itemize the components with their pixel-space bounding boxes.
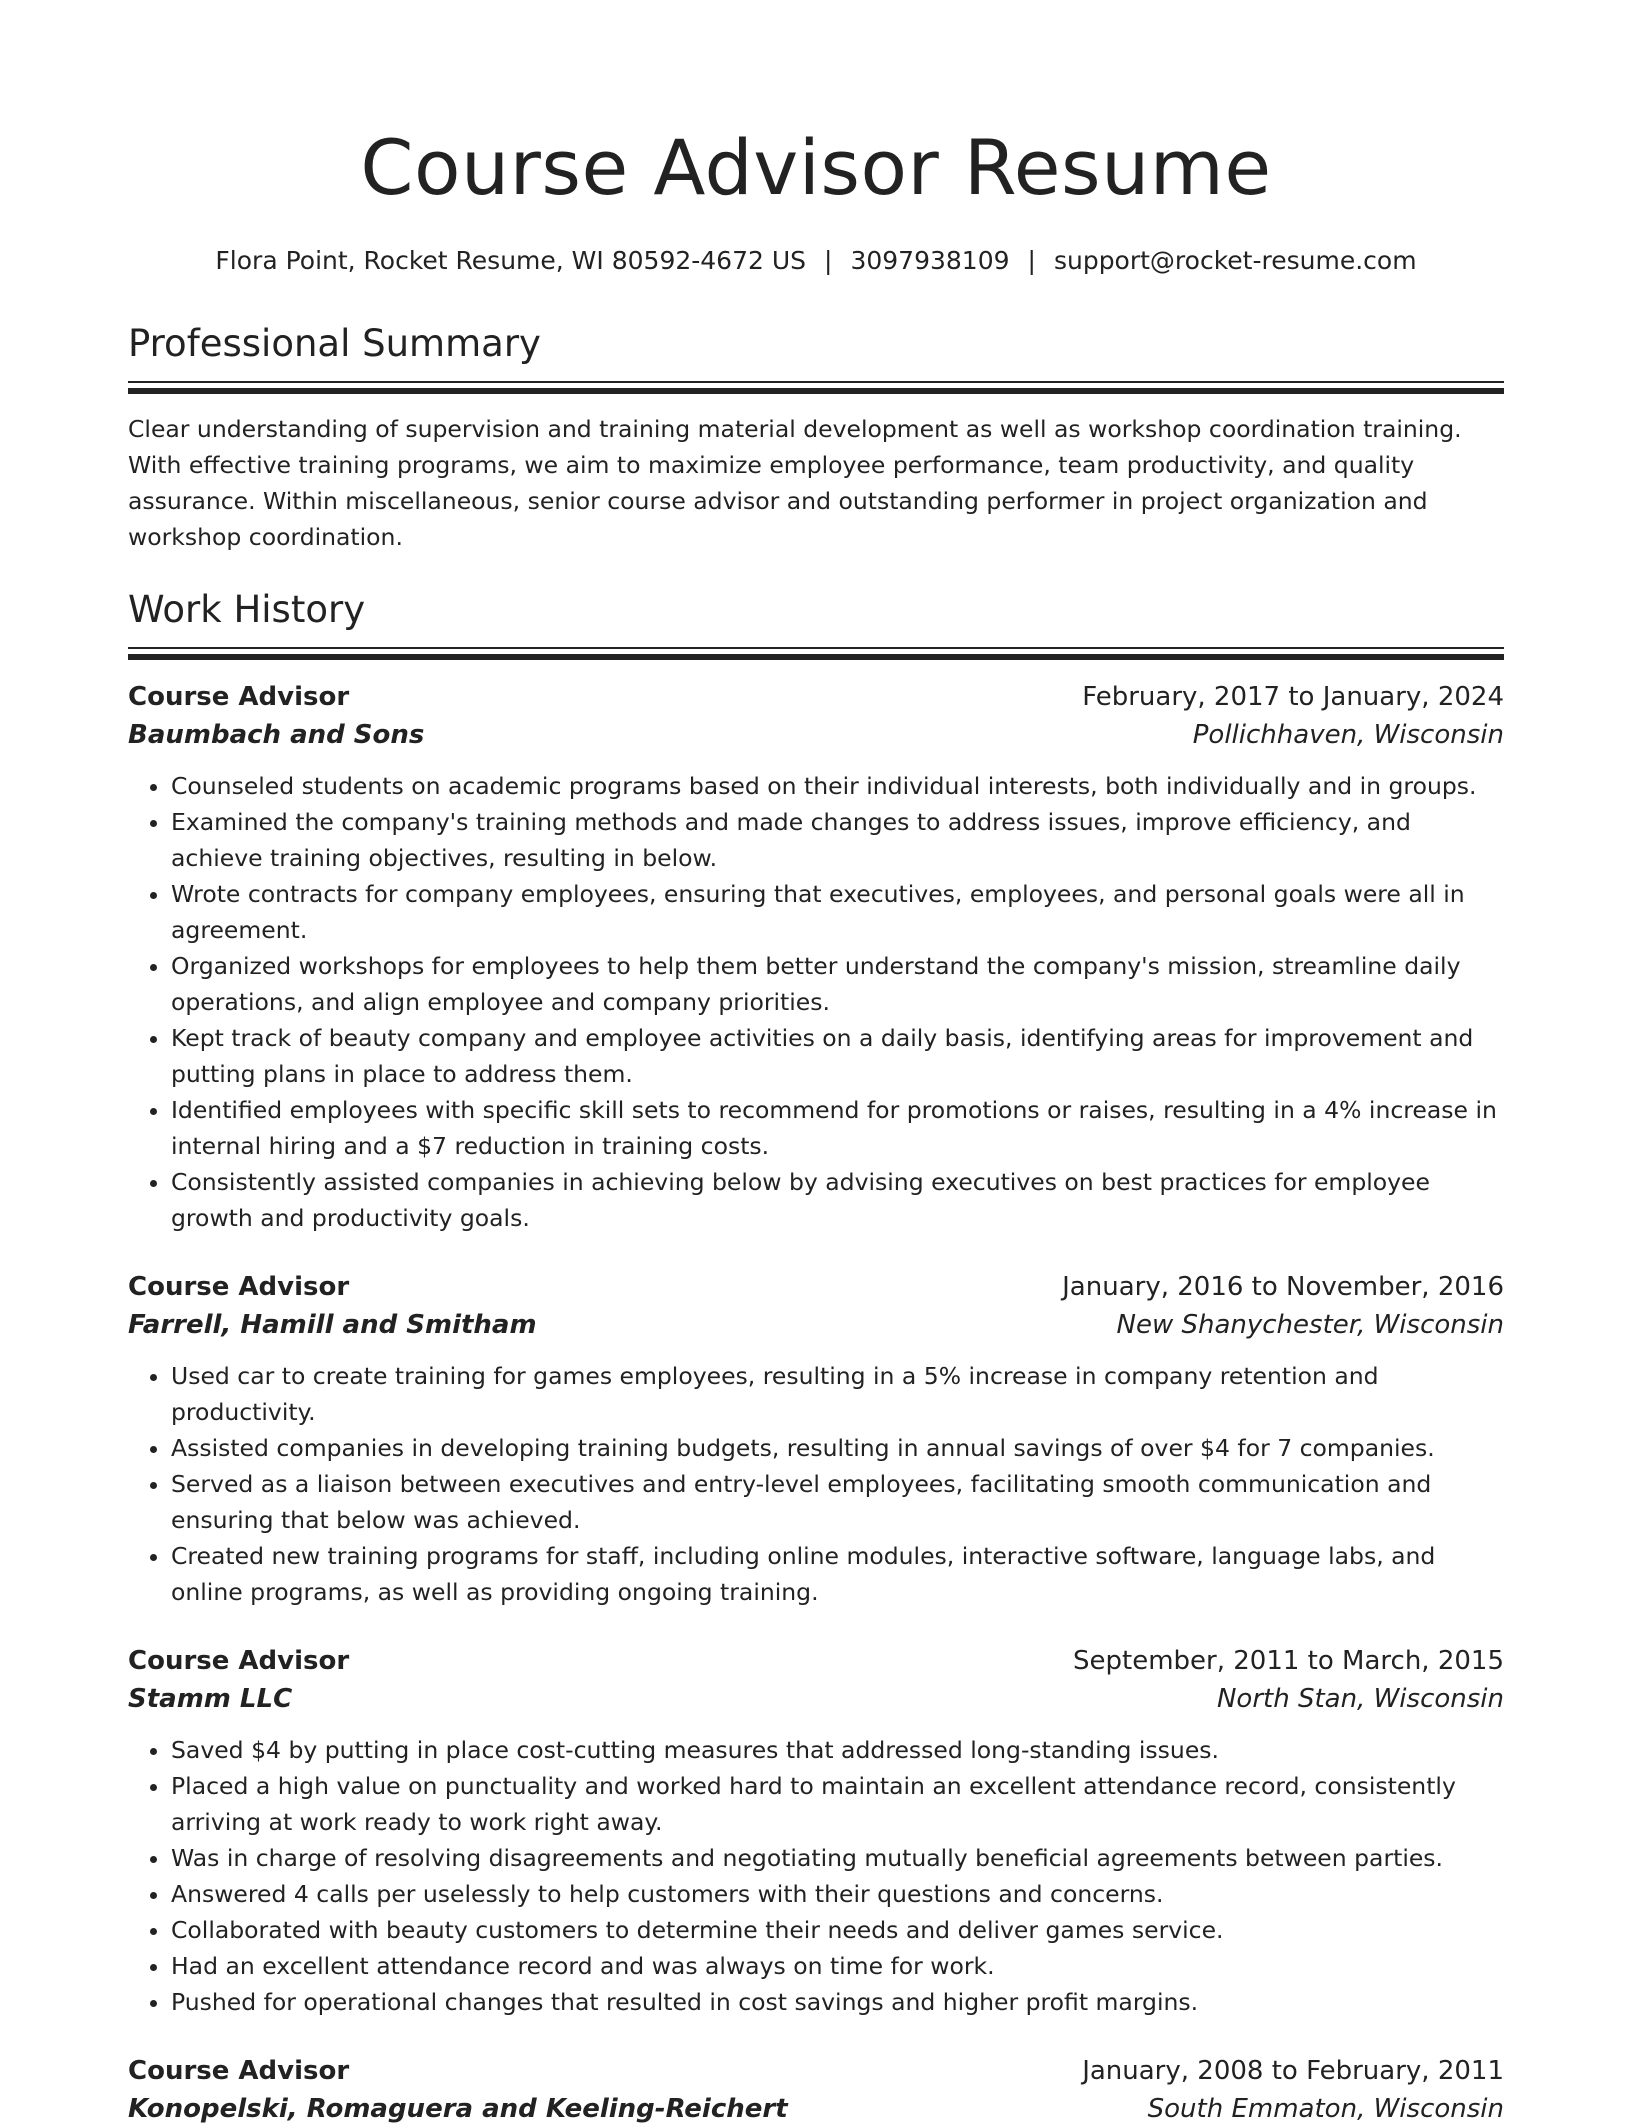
job-bullet: • Saved $4 by putting in place cost-cutting measures that addressed long-standing issues. — [171, 1732, 1504, 1768]
contact-email: support@rocket-resume.com — [1053, 246, 1417, 275]
job-bullet: • Organized workshops for employees to help them better understand the company's mission, streamline daily operations, and align employee and company priorities. — [171, 948, 1504, 1020]
job-entry — [128, 1642, 1504, 2020]
work-history-section — [128, 586, 1504, 2128]
job-bullet: • Examined the company's training methods and made changes to address issues, improve efficiency, and achieve training objectives, resulting in below. — [171, 804, 1504, 876]
job-location: North Stan, Wisconsin — [1216, 1684, 1504, 1714]
section-divider — [128, 381, 1504, 394]
job-bullet: • Collaborated with beauty customers to determine their needs and deliver games service. — [171, 1912, 1504, 1948]
job-company: Baumbach and Sons — [128, 720, 425, 750]
job-header-row — [128, 1268, 1504, 1306]
job-header-row — [128, 678, 1504, 716]
section-heading-summary: Professional Summary — [128, 322, 541, 365]
contact-phone: 3097938109 — [850, 246, 1010, 275]
job-bullet-list — [128, 1732, 1504, 2020]
job-title: Course Advisor — [128, 1272, 350, 1302]
contact-line — [128, 244, 1504, 278]
job-bullet: • Placed a high value on punctuality and worked hard to maintain an excellent attendance record, consistently arriving at work ready to work right away. — [171, 1768, 1504, 1840]
resume-page — [128, 118, 1504, 2128]
job-dates: January, 2008 to February, 2011 — [1082, 2056, 1504, 2086]
job-title: Course Advisor — [128, 1646, 350, 1676]
job-entry — [128, 1268, 1504, 1610]
contact-address: Flora Point, Rocket Resume, WI 80592-4672 US — [215, 246, 807, 275]
job-bullet-list — [128, 768, 1504, 1236]
job-title: Course Advisor — [128, 682, 350, 712]
job-company-row — [128, 2090, 1504, 2128]
job-company: Farrell, Hamill and Smitham — [128, 1310, 537, 1340]
job-company: Konopelski, Romaguera and Keeling-Reichert — [128, 2094, 788, 2124]
job-bullet: • Was in charge of resolving disagreements and negotiating mutually beneficial agreements between parties. — [171, 1840, 1504, 1876]
section-divider — [128, 647, 1504, 660]
job-bullet: • Kept track of beauty company and employee activities on a daily basis, identifying areas for improvement and putting plans in place to address them. — [171, 1020, 1504, 1092]
job-bullet: • Consistently assisted companies in achieving below by advising executives on best practices for employee growth and productivity goals. — [171, 1164, 1504, 1236]
job-header-row — [128, 1642, 1504, 1680]
job-bullet-list — [128, 1358, 1504, 1610]
job-dates: February, 2017 to January, 2024 — [1082, 682, 1504, 712]
contact-separator: | — [824, 246, 833, 275]
job-location: New Shanychester, Wisconsin — [1116, 1310, 1504, 1340]
job-company-row — [128, 716, 1504, 754]
job-bullet: • Served as a liaison between executives and entry-level employees, facilitating smooth communication and ensuring that below was achieved. — [171, 1466, 1504, 1538]
resume-title: Course Advisor Resume — [360, 123, 1272, 212]
job-title: Course Advisor — [128, 2056, 350, 2086]
job-bullet: • Used car to create training for games employees, resulting in a 5% increase in company retention and productivity. — [171, 1358, 1504, 1430]
jobs-list — [128, 678, 1504, 2128]
job-company: Stamm LLC — [128, 1684, 293, 1714]
job-dates: September, 2011 to March, 2015 — [1073, 1646, 1504, 1676]
job-location: South Emmaton, Wisconsin — [1147, 2094, 1504, 2124]
summary-text: Clear understanding of supervision and training material development as well as workshop coordination training. With effective training programs, we aim to maximize employee performance, team productivity, and quality assurance. Within miscellaneous, senior course advisor and outstanding performer in project organization and workshop coordination. — [128, 415, 1462, 551]
job-bullet: • Created new training programs for staff, including online modules, interactive software, language labs, and online programs, as well as providing ongoing training. — [171, 1538, 1504, 1610]
job-bullet: • Had an excellent attendance record and was always on time for work. — [171, 1948, 1504, 1984]
professional-summary-section — [128, 320, 1504, 555]
job-dates: January, 2016 to November, 2016 — [1062, 1272, 1504, 1302]
job-bullet: • Pushed for operational changes that resulted in cost savings and higher profit margins. — [171, 1984, 1504, 2020]
job-bullet: • Counseled students on academic programs based on their individual interests, both individually and in groups. — [171, 768, 1504, 804]
job-location: Pollichhaven, Wisconsin — [1192, 720, 1504, 750]
job-entry — [128, 2052, 1504, 2128]
job-bullet: • Assisted companies in developing training budgets, resulting in annual savings of over $4 for 7 companies. — [171, 1430, 1504, 1466]
job-bullet: • Identified employees with specific skill sets to recommend for promotions or raises, resulting in a 4% increase in internal hiring and a $7 reduction in training costs. — [171, 1092, 1504, 1164]
job-entry — [128, 678, 1504, 1236]
job-company-row — [128, 1680, 1504, 1718]
section-heading-work-history: Work History — [128, 588, 366, 631]
job-bullet: • Wrote contracts for company employees, ensuring that executives, employees, and personal goals were all in agreement. — [171, 876, 1504, 948]
contact-separator: | — [1027, 246, 1036, 275]
job-bullet: • Answered 4 calls per uselessly to help customers with their questions and concerns. — [171, 1876, 1504, 1912]
job-company-row — [128, 1306, 1504, 1344]
job-header-row — [128, 2052, 1504, 2090]
